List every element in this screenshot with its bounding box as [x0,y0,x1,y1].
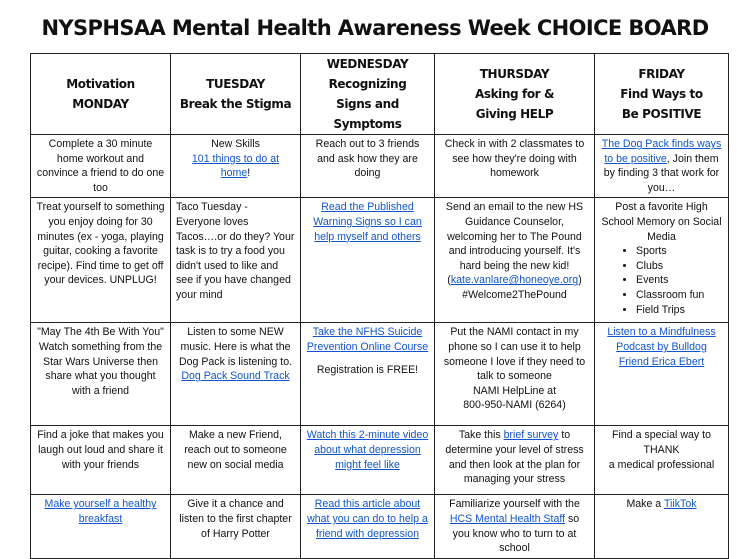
cell-wed-4 [301,426,435,495]
cell-fri-5: Make a TiikTok [595,495,729,558]
cell-mon-1: Complete a 30 minute home workout and convince a friend to do one too [31,135,171,198]
header-row [31,54,729,135]
cell-thu-2: Send an email to the new HS Guidance Counselor, welcoming her to The Pound and introducing yourself. It's hard being the new kid! (kate.vanlare@honeoye.org) #Welcome2ThePound [435,198,595,323]
link-dog-pack-positive[interactable]: The Dog Pack finds ways to be positive [601,138,722,165]
cell-tue-2: Taco Tuesday - Everyone loves Tacos….or do they? Your task is to try a food you didn't used to like and see if you have changed your mind [171,198,301,323]
cell-tue-4: Make a new Friend, reach out to someone new on social media [171,426,301,495]
cell-mon-5 [31,495,171,558]
header-thursday: THURSDAY Asking for & Giving HELP [435,54,595,135]
link-warning-signs[interactable]: Read the Published Warning Signs so I can help myself and others [313,201,422,243]
cell-thu-4: Take this brief survey to determine your level of stress and then look at the plan for managing your stress [435,426,595,495]
link-101-things[interactable]: 101 things to do at home [191,152,280,180]
cell-fri-4: Find a special way to THANK a medical professional [595,426,729,495]
activity-row [31,495,729,558]
activity-row [31,135,729,198]
cell-mon-2: Treat yourself to something you enjoy doing for 30 minutes (ex - yoga, playing guitar, cooking a favorite recipe). Find time to get off your devices. UNPLUG! [31,198,171,323]
link-help-friend-article[interactable]: Read this article about what you can do to help a friend with depression [307,498,428,540]
link-sound-track[interactable]: Dog Pack Sound Track [181,370,290,383]
page-title: NYSPHSAA Mental Health Awareness Week CHOICE BOARD [41,16,709,40]
link-counselor-email[interactable]: kate.vanlare@honeoye.org [450,274,579,287]
link-depression-video[interactable]: Watch this 2-minute video about what depression might feel like [306,429,429,471]
cell-fri-2: Post a favorite High School Memory on Social Media • Sports • Clubs • Events • Classroom fun • Field Trips [595,198,729,323]
link-tiktok[interactable]: TiikTok [663,498,697,511]
cell-mon-3: "May The 4th Be With You" Watch something from the Star Wars Universe then share what you thought with a friend [31,323,171,426]
cell-tue-3: Listen to some NEW music. Here is what the Dog Pack is listening to. Dog Pack Sound Track [171,323,301,426]
cell-wed-2 [301,198,435,323]
link-healthy-breakfast[interactable]: Make yourself a healthy breakfast [44,498,157,525]
cell-wed-3: Take the NFHS Suicide Prevention Online Course Registration is FREE! [301,323,435,426]
link-mindfulness-podcast[interactable]: Listen to a Mindfulness Podcast by Bulldog Friend Erica Ebert [607,326,716,368]
cell-thu-1: Check in with 2 classmates to see how they're doing with homework [435,135,595,198]
header-friday: FRIDAY Find Ways to Be POSITIVE [595,54,729,135]
list-item: • Sports [636,244,723,259]
activity-row [31,426,729,495]
memory-list [600,244,723,317]
list-item: • Clubs [636,259,723,274]
link-brief-survey[interactable]: brief survey [503,429,559,442]
activity-row [31,323,729,426]
link-nfhs-course[interactable]: Take the NFHS Suicide Prevention Online Course [306,326,429,353]
header-monday: Motivation MONDAY [31,54,171,135]
header-wednesday: WEDNESDAY Recognizing Signs and Symptoms [301,54,435,135]
list-item: • Events [636,273,723,288]
cell-tue-5: Give it a chance and listen to the first chapter of Harry Potter [171,495,301,558]
choice-board [30,53,729,559]
list-item: • Classroom fun [636,288,723,303]
cell-thu-5: Familiarize yourself with the HCS Mental Health Staff so you know who to turn to at school [435,495,595,558]
cell-thu-3: Put the NAMI contact in my phone so I can use it to help someone I love if they need to talk to someone NAMI HelpLine at 800-950-NAMI (6264) [435,323,595,426]
cell-wed-5 [301,495,435,558]
list-item: • Field Trips [636,303,723,318]
cell-wed-1: Reach out to 3 friends and ask how they are doing [301,135,435,198]
header-tuesday: TUESDAY Break the Stigma [171,54,301,135]
activity-row [31,198,729,323]
cell-fri-1: The Dog Pack finds ways to be positive, Join them by finding 3 that work for you… [595,135,729,198]
link-hcs-staff[interactable]: HCS Mental Health Staff [449,512,566,525]
cell-tue-1: New Skills 101 things to do at home! [171,135,301,198]
cell-fri-3 [595,323,729,426]
cell-mon-4: Find a joke that makes you laugh out loud and share it with your friends [31,426,171,495]
